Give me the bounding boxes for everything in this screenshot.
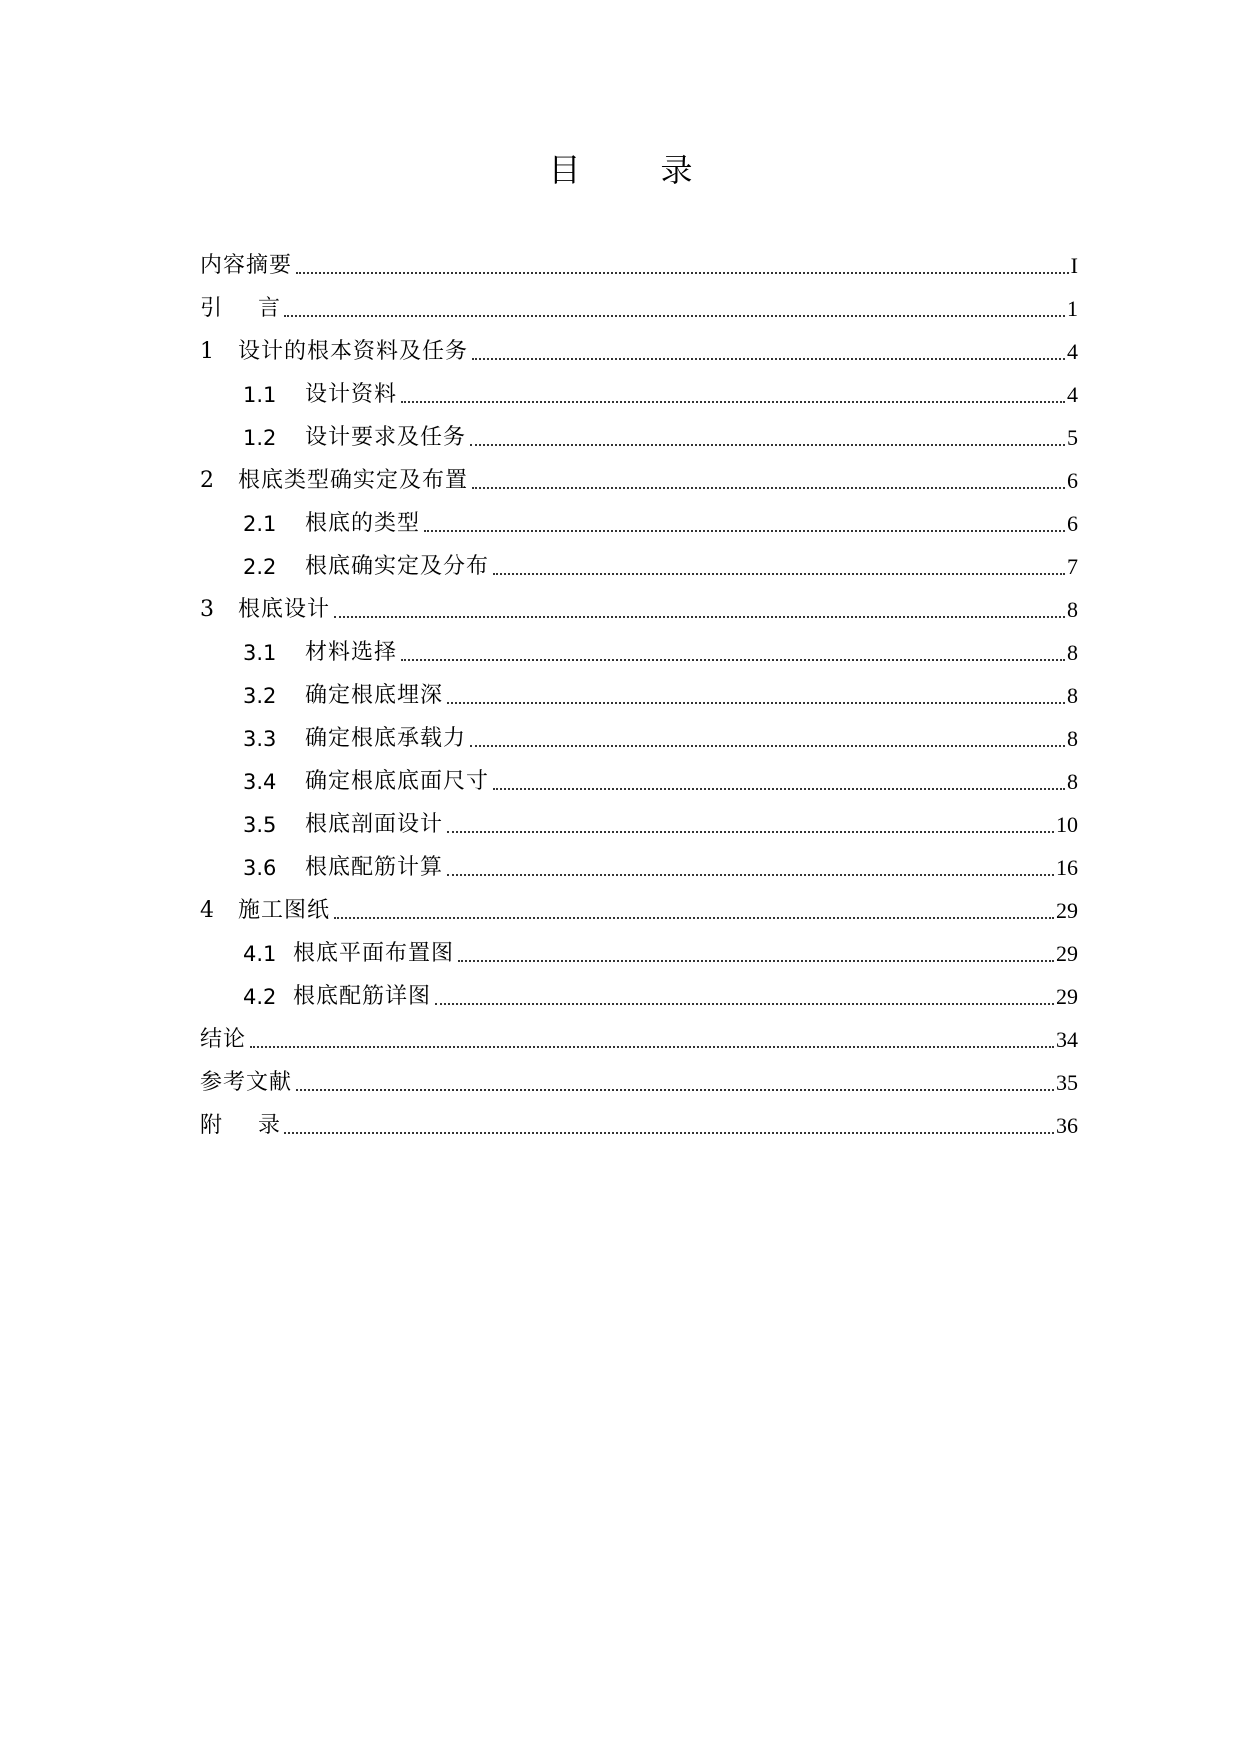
toc-entry-label: [200, 295, 280, 323]
toc-leader-dots: [493, 573, 1065, 575]
toc-entry-section-2[interactable]: [200, 455, 1078, 495]
toc-leader-dots: [447, 702, 1065, 704]
toc-entry-label: 根底设计: [238, 597, 331, 622]
toc-leader-dots: [435, 1003, 1054, 1005]
toc-entry-page: 1: [1067, 296, 1078, 321]
toc-entry-introduction[interactable]: [200, 283, 1078, 323]
toc-entry-label-part: 言: [258, 296, 281, 321]
toc-entry-page: I: [1070, 253, 1078, 278]
toc-leader-dots: [493, 788, 1065, 790]
toc-leader-dots: [284, 315, 1065, 317]
toc-entry-label-part: 引: [200, 296, 223, 321]
toc-leader-dots: [334, 917, 1054, 919]
toc-entry-label: [200, 1112, 280, 1140]
toc-entry-section-4[interactable]: [200, 885, 1078, 925]
toc-entry-label: 材料选择: [305, 640, 398, 665]
toc-entry-label: 参考文献: [200, 1070, 293, 1095]
toc-entry-references[interactable]: [200, 1057, 1078, 1097]
toc-entry-number: 3.3: [243, 727, 277, 751]
toc-entry-label: 根底平面布置图: [293, 941, 455, 966]
toc-entry-label: 根底配筋详图: [293, 984, 432, 1009]
toc-entry-appendix[interactable]: [200, 1100, 1078, 1140]
toc-entry-page: 5: [1067, 425, 1078, 450]
toc-leader-dots: [470, 745, 1065, 747]
toc-entry-page: 6: [1067, 468, 1078, 493]
toc-entry-conclusion[interactable]: [200, 1014, 1078, 1054]
toc-entry-number: 1: [200, 339, 214, 364]
toc-entry-page: 36: [1056, 1113, 1078, 1138]
page-title-char-1: 目: [548, 151, 581, 189]
toc-leader-dots: [447, 874, 1054, 876]
toc-entry-label: 施工图纸: [238, 898, 331, 923]
toc-leader-dots: [334, 616, 1065, 618]
toc-entry-section-2-1[interactable]: [200, 498, 1078, 538]
toc-entry-number: 2.2: [243, 555, 277, 579]
toc-entry-page: 7: [1067, 554, 1078, 579]
toc-entry-label: 设计要求及任务: [305, 425, 467, 450]
toc-entry-page: 8: [1067, 769, 1078, 794]
toc-entry-page: 8: [1067, 726, 1078, 751]
toc-entry-label-part: 录: [258, 1113, 281, 1138]
toc-entry-page: 6: [1067, 511, 1078, 536]
toc-entry-section-3-4[interactable]: [200, 756, 1078, 796]
toc-entry-number: 2.1: [243, 512, 277, 536]
toc-entry-section-3-2[interactable]: [200, 670, 1078, 710]
toc-entry-page: 8: [1067, 597, 1078, 622]
toc-entry-number: 3.4: [243, 770, 277, 794]
toc-entry-number: 1.2: [243, 426, 277, 450]
toc-entry-section-2-2[interactable]: [200, 541, 1078, 581]
toc-leader-dots: [470, 444, 1065, 446]
toc-entry-section-4-1[interactable]: [200, 928, 1078, 968]
toc-entry-page: 10: [1056, 812, 1078, 837]
toc-entry-number: 4: [200, 898, 214, 923]
page-title-char-2: 录: [660, 151, 693, 189]
toc-entry-page: 35: [1056, 1070, 1078, 1095]
toc-entry-label: 根底的类型: [305, 511, 421, 536]
toc-entry-number: 3.6: [243, 856, 277, 880]
toc-entry-label: 根底类型确实定及布置: [238, 468, 469, 493]
toc-entry-section-1-1[interactable]: [200, 369, 1078, 409]
toc-leader-dots: [250, 1046, 1054, 1048]
toc-entry-page: 29: [1056, 984, 1078, 1009]
toc-entry-abstract[interactable]: [200, 240, 1078, 280]
page-title: [0, 150, 1241, 190]
toc-entry-number: 3.2: [243, 684, 277, 708]
toc-entry-label: 确定根底埋深: [305, 683, 444, 708]
toc-leader-dots: [472, 358, 1065, 360]
toc-entry-label: 结论: [200, 1027, 247, 1052]
toc-entry-label: 确定根底底面尺寸: [305, 769, 490, 794]
toc-leader-dots: [296, 1089, 1054, 1091]
toc-entry-section-3-6[interactable]: [200, 842, 1078, 882]
toc-leader-dots: [447, 831, 1054, 833]
toc-entry-number: 1.1: [243, 383, 277, 407]
toc-entry-page: 16: [1056, 855, 1078, 880]
toc-leader-dots: [284, 1132, 1054, 1134]
toc-leader-dots: [296, 272, 1069, 274]
toc-entry-label: 根底剖面设计: [305, 812, 444, 837]
toc-entry-number: 3.1: [243, 641, 277, 665]
toc-leader-dots: [472, 487, 1065, 489]
toc-entry-page: 8: [1067, 640, 1078, 665]
toc-leader-dots: [401, 659, 1065, 661]
toc-entry-number: 4.2: [243, 985, 277, 1009]
toc-entry-section-3[interactable]: [200, 584, 1078, 624]
toc-entry-section-1[interactable]: [200, 326, 1078, 366]
toc-entry-number: 3.5: [243, 813, 277, 837]
toc-entry-page: 29: [1056, 898, 1078, 923]
toc-entry-page: 4: [1067, 382, 1078, 407]
toc-entry-number: 2: [200, 468, 214, 493]
toc-entry-label: 确定根底承载力: [305, 726, 467, 751]
toc-entry-label: 内容摘要: [200, 253, 293, 278]
toc-entry-section-4-2[interactable]: [200, 971, 1078, 1011]
toc-entry-page: 29: [1056, 941, 1078, 966]
toc-entry-label: 设计的根本资料及任务: [238, 339, 469, 364]
toc-leader-dots: [458, 960, 1054, 962]
toc-entry-label-part: 附: [200, 1113, 223, 1138]
toc-entry-number: 3: [200, 597, 214, 622]
toc-entry-section-3-5[interactable]: [200, 799, 1078, 839]
toc-entry-section-3-3[interactable]: [200, 713, 1078, 753]
toc-entry-number: 4.1: [243, 942, 277, 966]
toc-entry-label: 设计资料: [305, 382, 398, 407]
toc-leader-dots: [401, 401, 1065, 403]
toc-entry-page: 4: [1067, 339, 1078, 364]
toc-entry-section-3-1[interactable]: [200, 627, 1078, 667]
toc-entry-page: 8: [1067, 683, 1078, 708]
toc-leader-dots: [424, 530, 1065, 532]
toc-entry-section-1-2[interactable]: [200, 412, 1078, 452]
toc-entry-label: 根底确实定及分布: [305, 554, 490, 579]
toc-entry-label: 根底配筋计算: [305, 855, 444, 880]
toc-entry-page: 34: [1056, 1027, 1078, 1052]
